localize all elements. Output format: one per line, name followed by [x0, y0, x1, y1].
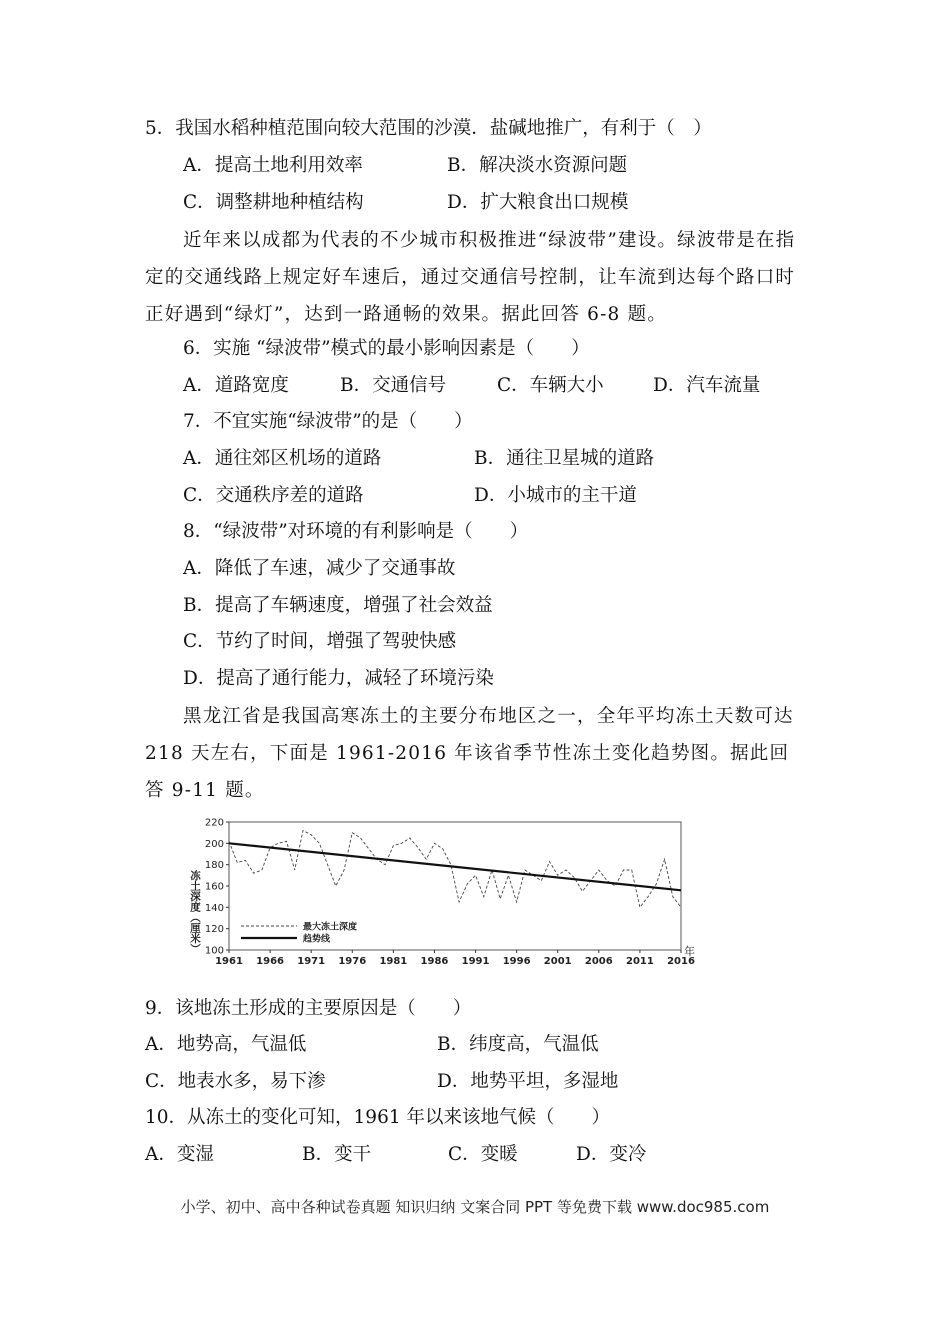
x-tick-label: 1996 [502, 956, 531, 967]
q10-option-d: D．变冷 [576, 1144, 647, 1165]
q8-option-c: C．节约了时间，增强了驾驶快感 [183, 631, 457, 652]
q9-option-d: D．地势平坦，多湿地 [437, 1071, 619, 1092]
y-tick-label: 180 [204, 860, 224, 872]
q9-option-c: C．地表水多，易下渗 [145, 1071, 326, 1092]
q5-option-c: C．调整耕地种植结构 [183, 192, 364, 213]
q7-option-b: B．通往卫星城的道路 [474, 448, 655, 469]
x-tick-label: 2006 [584, 956, 613, 967]
x-tick-label: 2016 [667, 956, 695, 967]
series-line-max-frozen-depth [229, 831, 681, 908]
q6-option-a: A．道路宽度 [183, 375, 289, 396]
x-tick-label: 1961 [215, 956, 243, 967]
passage-green-wave: 近年来以成都为代表的不少城市积极推进“绿波带”建设。绿波带是在指定的交通线路上规定好车速后，通过交通信号控制，让车流到达每个路口时正好遇到“绿灯”，达到一路通畅的效果。据此回答 6-8 题。 [145, 230, 796, 325]
q9-option-b: B．纬度高，气温低 [437, 1034, 599, 1055]
y-tick-label: 200 [204, 838, 224, 850]
frozen-soil-depth-chart [185, 812, 705, 974]
q8-stem: 8．“绿波带”对环境的有利影响是（ ） [183, 521, 529, 542]
legend-label-trend: 趋势线 [303, 934, 331, 945]
y-tick-label: 140 [204, 902, 224, 914]
q6-option-d: D．汽车流量 [653, 375, 761, 396]
q5-option-a: A．提高土地利用效率 [183, 155, 363, 176]
x-tick-label: 2011 [625, 956, 654, 967]
q6-option-b: B．交通信号 [340, 375, 447, 396]
y-tick-label: 220 [204, 817, 224, 829]
x-tick-label: 1986 [420, 956, 449, 967]
q6-option-c: C．车辆大小 [497, 375, 604, 396]
q8-option-b: B．提高了车辆速度，增强了社会效益 [183, 595, 493, 616]
q8-option-a: A．降低了车速，减少了交通事故 [183, 558, 456, 579]
q5-option-d: D．扩大粮食出口规模 [447, 192, 629, 213]
passage-frozen-soil: 黑龙江省是我国高寒冻土的主要分布地区之一，全年平均冻土天数可达218 天左右，下面是 1961-2016 年该省季节性冻土变化趋势图。据此回答 9-11 题。 [145, 706, 794, 801]
q7-option-c: C．交通秩序差的道路 [183, 485, 364, 506]
x-tick-label: 1971 [297, 956, 326, 967]
q10-option-c: C．变暖 [448, 1144, 518, 1165]
q9-stem: 9．该地冻土形成的主要原因是（ ） [145, 998, 472, 1019]
q8-option-d: D．提高了通行能力，减轻了环境污染 [183, 668, 494, 689]
y-tick-label: 100 [204, 945, 224, 957]
q10-stem: 10．从冻土的变化可知，1961 年以来该地气候（ ） [145, 1107, 611, 1128]
y-tick-label: 120 [204, 924, 224, 936]
x-tick-label: 2001 [543, 956, 572, 967]
q5-stem: 5．我国水稻种植范围向较大范围的沙漠．盐碱地推广，有利于（ ） [145, 118, 712, 139]
y-axis-label: 冻土深度（厘米） [189, 870, 201, 954]
legend-label-max-frozen-depth: 最大冻土深度 [303, 922, 358, 933]
q10-option-a: A．变湿 [145, 1144, 214, 1165]
q5-option-b: B．解决淡水资源问题 [447, 155, 628, 176]
x-axis-label: 年 [684, 945, 695, 958]
q7-option-a: A．通往郊区机场的道路 [183, 448, 382, 469]
footer-download-link[interactable]: 小学、初中、高中各种试卷真题 知识归纳 文案合同 PPT 等免费下载 www.doc985.com [180, 1198, 770, 1216]
x-tick-label: 1976 [338, 956, 367, 967]
x-tick-label: 1991 [461, 956, 490, 967]
q7-stem: 7．不宜实施“绿波带”的是（ ） [183, 411, 473, 432]
q9-option-a: A．地势高，气温低 [145, 1034, 307, 1055]
x-tick-label: 1981 [379, 956, 408, 967]
q6-stem: 6．实施 “绿波带”模式的最小影响因素是（ ） [183, 338, 590, 359]
chart-plot-area [189, 818, 695, 968]
x-tick-label: 1966 [256, 956, 285, 967]
y-tick-label: 160 [204, 881, 224, 893]
q10-option-b: B．变干 [302, 1144, 372, 1165]
q7-option-d: D．小城市的主干道 [474, 485, 637, 506]
chart-frame [229, 822, 681, 950]
